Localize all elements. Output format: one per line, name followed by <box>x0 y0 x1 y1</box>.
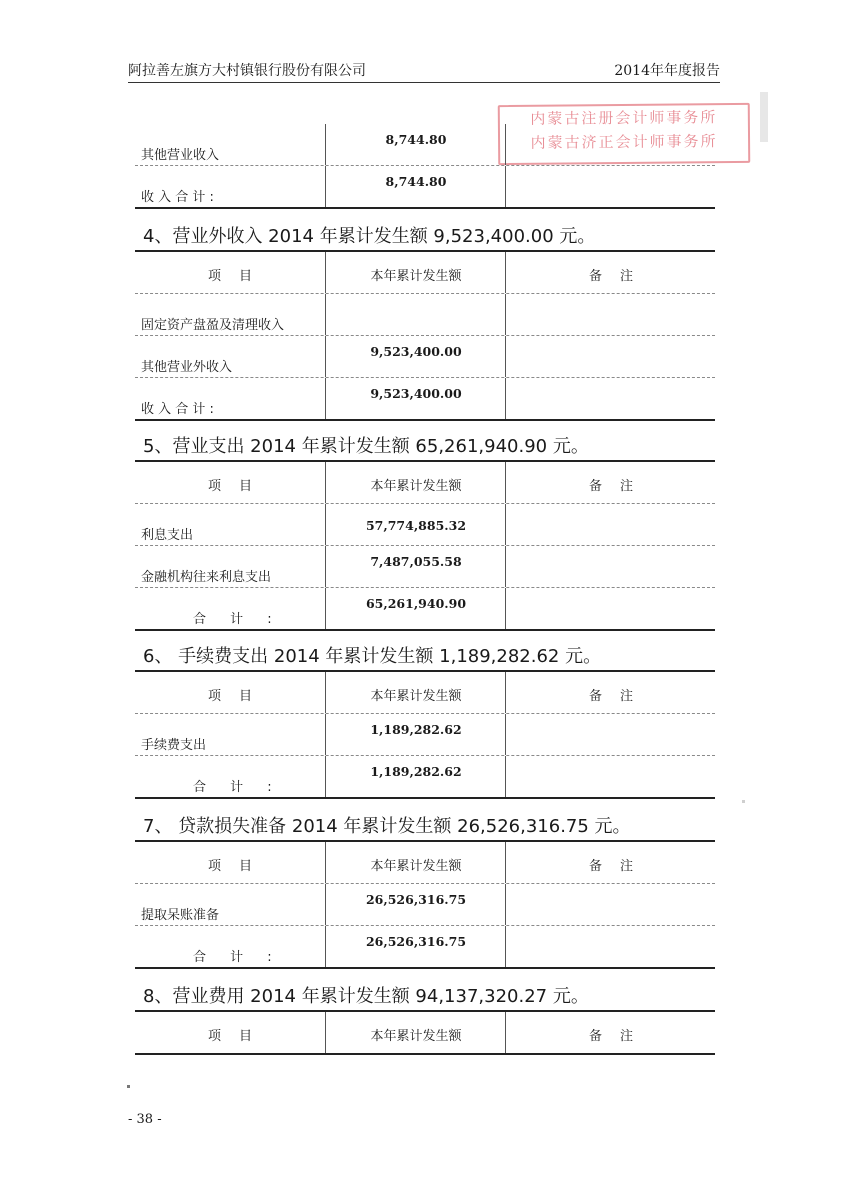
page-header <box>128 60 720 83</box>
section-title: 7、 贷款损失准备 2014 年累计发生额 26,526,316.75 元。 <box>135 800 715 842</box>
company-name: 阿拉善左旗方大村镇银行股份有限公司 <box>128 63 366 79</box>
table-row: 手续费支出 1,189,282.62 <box>135 714 715 756</box>
scan-speck <box>742 800 745 803</box>
audit-stamp: 内蒙古注册会计师事务所 内蒙古济正会计师事务所 <box>498 103 751 165</box>
table-header: 项目 本年累计发生额 备注 <box>135 462 715 504</box>
section-title: 4、营业外收入 2014 年累计发生额 9,523,400.00 元。 <box>135 210 715 252</box>
fee-expense-table <box>135 672 715 799</box>
section-title: 8、营业费用 2014 年累计发生额 94,137,320.27 元。 <box>135 970 715 1012</box>
table-row: 利息支出 57,774,885.32 <box>135 504 715 546</box>
table-header: 项目 本年累计发生额 备注 <box>135 1012 715 1055</box>
section-title: 6、 手续费支出 2014 年累计发生额 1,189,282.62 元。 <box>135 630 715 672</box>
table-row: 提取呆账准备 26,526,316.75 <box>135 884 715 926</box>
section-title: 5、营业支出 2014 年累计发生额 65,261,940.90 元。 <box>135 420 715 462</box>
operating-cost-table <box>135 1012 715 1055</box>
table-row: 其他营业收入 8,744.80 <box>135 124 715 166</box>
table-row: 固定资产盘盈及清理收入 <box>135 294 715 336</box>
operating-expense-table <box>135 462 715 631</box>
loan-loss-provision-table <box>135 842 715 969</box>
page-number: - 38 - <box>128 1112 162 1127</box>
scan-edge-mark <box>760 92 768 142</box>
scan-speck <box>127 1085 130 1088</box>
table-row-total: 合 计 : 65,261,940.90 <box>135 588 715 631</box>
table-row-total: 收 入 合 计 : 9,523,400.00 <box>135 378 715 421</box>
table-row: 金融机构往来利息支出 7,487,055.58 <box>135 546 715 588</box>
non-operating-income-table <box>135 252 715 421</box>
table-row-total: 收 入 合 计 : 8,744.80 <box>135 166 715 209</box>
table-header: 项目 本年累计发生额 备注 <box>135 842 715 884</box>
table-header: 项目 本年累计发生额 备注 <box>135 252 715 294</box>
table-row-total: 合 计 : 1,189,282.62 <box>135 756 715 799</box>
report-title: 2014年年度报告 <box>614 63 720 79</box>
table-header: 项目 本年累计发生额 备注 <box>135 672 715 714</box>
income-continuation-table <box>135 124 715 209</box>
table-row: 其他营业外收入 9,523,400.00 <box>135 336 715 378</box>
table-row-total: 合 计 : 26,526,316.75 <box>135 926 715 969</box>
